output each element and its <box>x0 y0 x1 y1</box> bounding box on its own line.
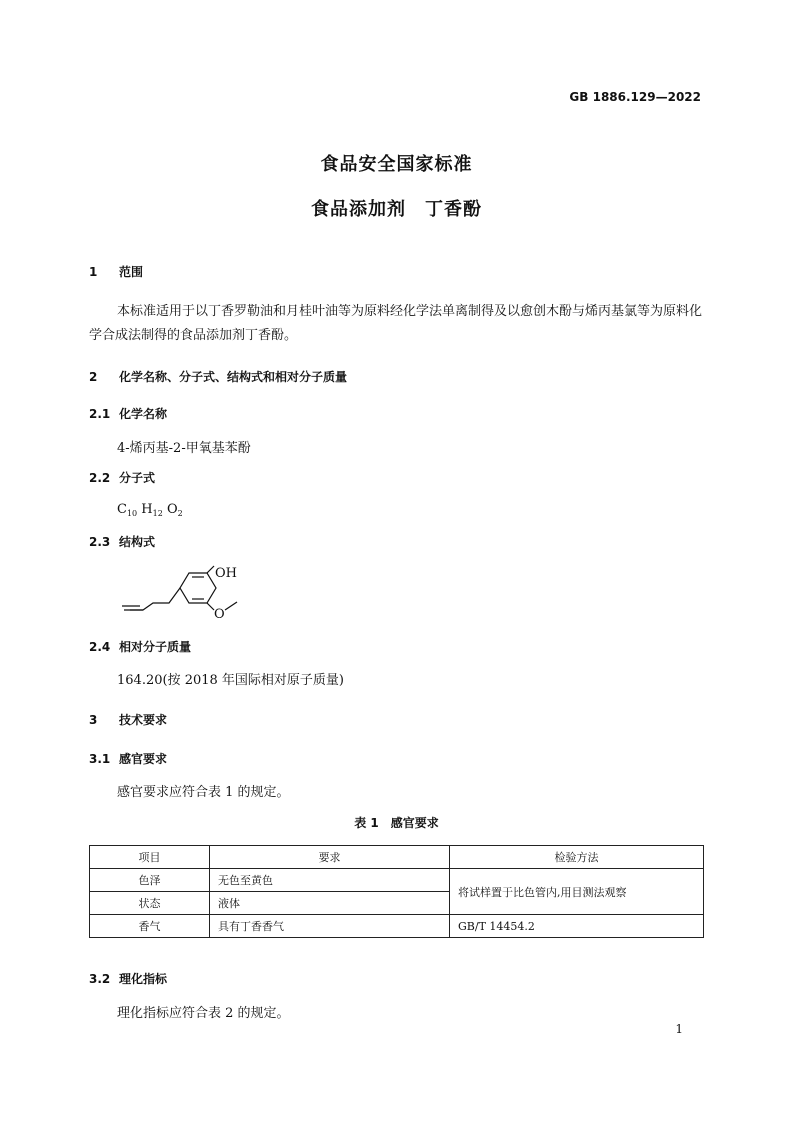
structural-formula <box>110 560 250 625</box>
header-method: 检验方法 <box>450 846 704 869</box>
oh-label: OH <box>215 566 237 581</box>
molecular-formula: $C_{10}$ $H_{12}$ $O_2$ <box>117 502 183 518</box>
cell-method: GB/T 14454.2 <box>450 915 704 938</box>
page-number: 1 <box>675 1022 683 1036</box>
section-title: 相对分子质量 <box>119 640 192 654</box>
section-title: 理化指标 <box>119 972 168 986</box>
section-number: 1 <box>89 265 98 279</box>
table-row <box>90 915 704 938</box>
section-title: 结构式 <box>119 535 156 549</box>
table-row <box>90 869 704 892</box>
section-3-heading <box>89 711 167 728</box>
cell-requirement: 无色至黄色 <box>210 869 450 892</box>
o-label: O <box>214 607 225 622</box>
section-title: 分子式 <box>119 471 156 485</box>
section-number: 3 <box>89 713 98 727</box>
section-title: 技术要求 <box>119 713 168 727</box>
section-number: 2 <box>89 370 98 384</box>
section-number: 2.4 <box>89 640 111 654</box>
section-title: 化学名称、分子式、结构式和相对分子质量 <box>119 370 348 384</box>
table-1 <box>89 845 704 938</box>
section-2-1-heading <box>89 405 167 422</box>
section-3-1-text: 感官要求应符合表 1 的规定。 <box>117 785 290 800</box>
section-3-1-heading <box>89 750 167 767</box>
section-2-heading <box>89 368 347 385</box>
section-3-2-text: 理化指标应符合表 2 的规定。 <box>117 1006 290 1021</box>
table-header-row <box>90 846 704 869</box>
section-number: 2.1 <box>89 407 111 421</box>
section-title: 化学名称 <box>119 407 168 421</box>
chemical-name: 4-烯丙基-2-甲氧基苯酚 <box>117 441 251 456</box>
cell-requirement: 液体 <box>210 892 450 915</box>
section-number: 2.3 <box>89 535 111 549</box>
section-2-3-heading <box>89 533 155 550</box>
cell-item: 状态 <box>90 892 210 915</box>
document-title: 食品安全国家标准 <box>320 154 473 175</box>
hydroxyl-bond <box>207 566 214 573</box>
section-number: 2.2 <box>89 471 111 485</box>
section-number: 3.1 <box>89 752 111 766</box>
section-2-4-heading <box>89 638 191 655</box>
section-1-heading <box>89 263 143 280</box>
cell-requirement: 具有丁香香气 <box>210 915 450 938</box>
section-3-2-heading <box>89 970 167 987</box>
table-1-caption: 表 1 感官要求 <box>354 816 439 830</box>
section-title: 感官要求 <box>119 752 168 766</box>
allyl-chain <box>130 588 180 610</box>
section-number: 3.2 <box>89 972 111 986</box>
cell-method-merged: 将试样置于比色管内,用目测法观察 <box>450 869 704 915</box>
section-2-2-heading <box>89 469 155 486</box>
molecular-weight: 164.20(按 2018 年国际相对原子质量) <box>117 673 344 688</box>
cell-item: 香气 <box>90 915 210 938</box>
section-title: 范围 <box>119 265 144 279</box>
header-item: 项目 <box>90 846 210 869</box>
methoxy-bond <box>207 603 214 610</box>
standard-number: GB 1886.129—2022 <box>569 90 701 104</box>
cell-item: 色泽 <box>90 869 210 892</box>
header-requirement: 要求 <box>210 846 450 869</box>
section-1-text: 本标准适用于以丁香罗勒油和月桂叶油等为原料经化学法单离制得及以愈创木酚与烯丙基氯等为原料化学合成法制得的食品添加剂丁香酚。 <box>89 304 703 343</box>
document-subtitle: 食品添加剂 丁香酚 <box>311 199 482 220</box>
